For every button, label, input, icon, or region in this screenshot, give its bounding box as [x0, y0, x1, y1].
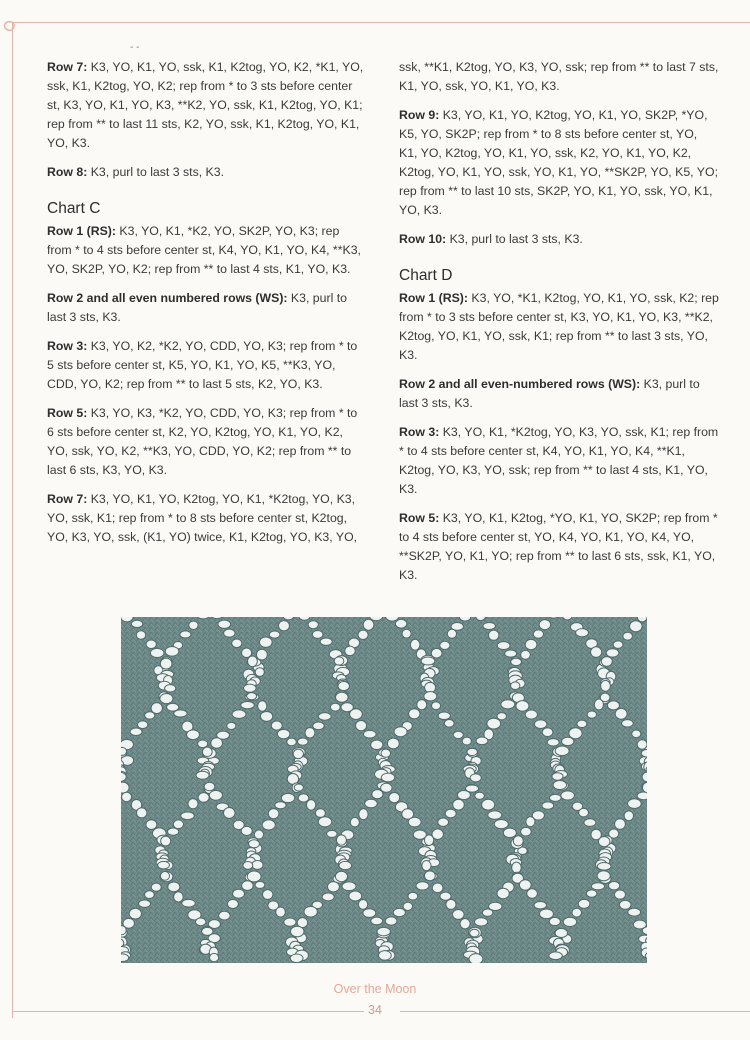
eyelet-hole — [624, 811, 633, 821]
eyelet-hole — [403, 902, 412, 910]
eyelet-hole — [136, 808, 146, 818]
eyelet-hole — [174, 892, 184, 902]
eyelet-hole — [607, 701, 619, 710]
eyelet-hole — [196, 771, 209, 779]
eyelet-hole — [377, 927, 390, 935]
eyelet-hole — [121, 926, 126, 935]
eyelet-hole — [525, 639, 537, 649]
eyelet-hole — [503, 828, 516, 837]
eyelet-hole — [453, 731, 463, 738]
eyelet-hole — [578, 899, 590, 908]
eyelet-hole — [305, 728, 315, 738]
chart-c-row-1: Row 1 (RS): K3, YO, K1, *K2, YO, SK2P, YO, K3; rep from * to 4 sts before center st, K4, YO, K1, YO, K4, **K3, YO, SK2P, YO, K2; rep from ** to last 4 sts, K1, YO, K3. — [47, 224, 361, 276]
eyelet-hole — [497, 888, 509, 899]
eyelet-hole — [281, 793, 294, 802]
eyelet-hole — [511, 658, 522, 665]
page-number: 34 — [368, 1003, 382, 1017]
eyelet-hole — [613, 641, 623, 649]
eyelet-hole — [591, 883, 604, 890]
eyelet-hole — [619, 900, 631, 909]
eyelet-hole — [476, 737, 488, 745]
eyelet-hole — [304, 906, 317, 917]
eyelet-hole — [470, 774, 481, 782]
chart-d-row-1: Row 1 (RS): K3, YO, *K1, K2tog, YO, K1, YO, ssk, K2; rep from * to 3 sts before center st, K3, YO, K1, YO, K3, **K2, K2tog, YO, K1, YO, ssk, K1; rep from ** to last 3 sts, YO, K3. — [399, 291, 719, 362]
eyelet-hole — [350, 709, 363, 720]
eyelet-hole — [202, 927, 213, 935]
eyelet-hole — [198, 793, 209, 803]
eyelet-hole — [622, 720, 634, 727]
eyelet-hole — [549, 917, 560, 925]
eyelet-hole — [322, 893, 334, 901]
eyelet-hole — [387, 738, 399, 749]
eyelet-hole — [174, 710, 187, 717]
eyelet-hole — [438, 712, 450, 719]
eyelet-hole — [173, 820, 183, 829]
chart-d-row-2: Row 2 and all even-numbered rows (WS): K3, purl to last 3 sts, K3. — [399, 377, 700, 410]
eyelet-hole — [313, 722, 325, 730]
eyelet-hole — [338, 681, 349, 690]
eyelet-hole — [342, 882, 356, 891]
eyelet-hole — [372, 790, 383, 799]
eyelet-hole — [462, 737, 471, 745]
eyelet-hole — [187, 730, 200, 740]
eyelet-hole — [165, 646, 178, 656]
eyelet-hole — [167, 828, 178, 835]
eyelet-hole — [293, 749, 303, 759]
eyelet-hole — [121, 782, 129, 793]
chart-c-row-5: Row 5: K3, YO, K3, *K2, YO, CDD, YO, K3; rep from * to 6 sts before center st, K2, YO, K2tog, YO, K1, YO, K2, YO, ssk, YO, K2, **K3, YO, CDD, YO, K2; rep from ** to last 6 sts, K3, YO, K3. — [47, 406, 358, 477]
eyelet-hole — [459, 617, 470, 621]
eyelet-hole — [284, 918, 296, 926]
eyelet-hole — [444, 719, 454, 727]
eyelet-hole — [188, 799, 198, 809]
chart-d-row-3: Row 3: K3, YO, K1, *K2tog, YO, K3, YO, ssk, K1; rep from * to 4 sts before center st, K4, YO, K1, YO, K4, **K1, K2tog, YO, K3, YO, ssk; rep from ** to last 4 sts, K1, YO, K3. — [399, 425, 719, 496]
eyelet-hole — [488, 811, 502, 819]
eyelet-hole — [526, 817, 535, 827]
eyelet-hole — [432, 883, 443, 893]
eyelet-hole — [409, 709, 420, 719]
left-column — [47, 58, 367, 557]
eyelet-hole — [513, 836, 523, 846]
eyelet-hole — [424, 692, 437, 701]
eyelet-hole — [345, 646, 356, 655]
eyelet-hole — [260, 711, 272, 721]
eyelet-hole — [327, 830, 337, 837]
eyelet-hole — [315, 809, 325, 818]
eyelet-hole — [381, 783, 392, 792]
eyelet-hole — [290, 954, 303, 963]
eyelet-hole — [467, 748, 477, 755]
eyelet-hole — [519, 880, 531, 890]
eyelet-hole — [521, 650, 531, 659]
eyelet-hole — [601, 680, 611, 691]
eyelet-hole — [475, 792, 485, 799]
chart-c-row-10: Row 10: K3, purl to last 3 sts, K3. — [399, 232, 583, 246]
eyelet-hole — [232, 710, 246, 718]
eyelet-hole — [552, 773, 563, 780]
eyelet-hole — [440, 892, 451, 900]
eyelet-hole — [202, 747, 212, 756]
eyelet-hole — [470, 929, 479, 937]
eyelet-hole — [598, 837, 609, 847]
eyelet-hole — [255, 668, 264, 677]
eyelet-hole — [597, 863, 611, 871]
eyelet-hole — [151, 883, 161, 891]
eyelet-hole — [553, 781, 566, 790]
eyelet-hole — [198, 740, 208, 748]
eyelet-hole — [227, 899, 238, 908]
footer-rule-right — [400, 1011, 750, 1012]
eyelet-hole — [540, 909, 554, 919]
eyelet-hole — [330, 703, 340, 711]
eyelet-hole — [165, 685, 176, 692]
eyelet-hole — [249, 840, 260, 848]
eyelet-hole — [527, 889, 538, 898]
eyelet-hole — [358, 630, 368, 639]
eyelet-hole — [258, 701, 267, 711]
eyelet-hole — [584, 819, 596, 827]
eyelet-hole — [158, 861, 170, 868]
eyelet-hole — [497, 713, 506, 720]
eyelet-hole — [577, 720, 587, 727]
eyelet-hole — [248, 656, 258, 667]
eyelet-hole — [224, 629, 235, 637]
eyelet-hole — [349, 891, 362, 901]
eyelet-hole — [268, 809, 279, 819]
eyelet-hole — [453, 799, 465, 810]
eyelet-hole — [483, 622, 496, 629]
chart-c-heading: Chart C — [47, 200, 101, 217]
eyelet-hole — [562, 737, 574, 745]
eyelet-hole — [381, 749, 391, 757]
eyelet-hole — [168, 882, 180, 892]
eyelet-hole — [219, 911, 231, 920]
eyelet-hole — [223, 808, 235, 819]
eyelet-hole — [298, 738, 309, 745]
eyelet-hole — [136, 631, 145, 640]
row-7-instructions: Row 7: K3, YO, K1, YO, ssk, K1, K2tog, YO, K2, *K1, YO, ssk, K1, K2tog, YO, K2; rep from * to 3 sts before center st, K3, YO, K1, YO, K3, **K2, YO, ssk, K1, K2tog, YO, K1; rep from ** to last 11 sts, K2, YO, ssk, K1, K2tog, YO, K1, YO, K3. — [47, 60, 364, 150]
eyelet-hole — [299, 617, 310, 620]
eyelet-hole — [534, 902, 547, 909]
eyelet-hole — [488, 630, 498, 640]
eyelet-hole — [189, 621, 198, 629]
eyelet-hole — [211, 738, 223, 749]
eyelet-hole — [408, 817, 421, 827]
eyelet-hole — [608, 882, 619, 890]
eyelet-hole — [424, 835, 433, 846]
eyelet-hole — [278, 621, 289, 631]
eyelet-hole — [365, 799, 378, 808]
eyelet-hole — [256, 649, 267, 660]
eyelet-hole — [569, 728, 582, 739]
eyelet-hole — [271, 721, 282, 730]
eyelet-hole — [632, 730, 641, 738]
eyelet-hole — [291, 926, 304, 937]
eyelet-hole — [242, 881, 254, 891]
chart-d-heading: Chart D — [399, 267, 453, 284]
eyelet-hole — [410, 639, 419, 650]
lace-swatch-photo — [121, 617, 647, 963]
eyelet-hole — [243, 861, 253, 869]
eyelet-hole — [241, 701, 255, 708]
eyelet-hole — [539, 620, 551, 630]
eyelet-hole — [210, 953, 219, 961]
eyelet-hole — [446, 899, 456, 909]
eyelet-hole — [138, 721, 148, 729]
eyelet-hole — [204, 782, 215, 790]
eyelet-hole — [555, 746, 569, 756]
eyelet-hole — [432, 702, 441, 710]
eyelet-hole — [145, 712, 155, 719]
eyelet-hole — [145, 891, 155, 899]
eyelet-hole — [339, 861, 352, 869]
eyelet-hole — [241, 826, 252, 835]
eyelet-hole — [555, 928, 568, 937]
eyelet-hole — [336, 835, 346, 845]
eyelet-hole — [182, 899, 195, 907]
eyelet-hole — [180, 631, 191, 638]
eyelet-hole — [363, 619, 374, 630]
eyelet-hole — [606, 649, 619, 657]
eyelet-hole — [287, 738, 297, 746]
eyelet-hole — [497, 642, 510, 650]
eyelet-hole — [614, 890, 625, 899]
eyelet-hole — [129, 908, 141, 919]
eyelet-hole — [482, 909, 493, 916]
eyelet-hole — [586, 890, 596, 897]
eyelet-hole — [150, 648, 164, 657]
eyelet-hole — [122, 792, 132, 802]
eyelet-hole — [416, 882, 429, 890]
eyelet-hole — [130, 728, 142, 736]
eyelet-hole — [318, 817, 331, 827]
eyelet-hole — [460, 918, 470, 928]
eyelet-hole — [218, 620, 231, 628]
eyelet-hole — [146, 820, 157, 830]
chart-c-row-2: Row 2 and all even numbered rows (WS): K3, purl to last 3 sts, K3. — [47, 291, 347, 324]
eyelet-hole — [547, 739, 559, 746]
eyelet-hole — [276, 907, 286, 917]
eyelet-hole — [591, 647, 602, 658]
eyelet-hole — [476, 617, 486, 621]
eyelet-hole — [262, 890, 272, 900]
eyelet-hole — [269, 631, 280, 638]
eyelet-hole — [641, 749, 647, 757]
eyelet-hole — [550, 794, 562, 801]
eyelet-hole — [623, 632, 632, 640]
eyelet-hole — [389, 792, 400, 802]
eyelet-hole — [424, 871, 435, 881]
eyelet-hole — [336, 692, 348, 702]
eyelet-hole — [615, 819, 626, 830]
eyelet-hole — [482, 799, 495, 810]
eyelet-hole — [534, 720, 547, 729]
eyelet-hole — [561, 791, 575, 800]
eyelet-hole — [381, 773, 394, 782]
eyelet-hole — [445, 809, 456, 817]
eyelet-hole — [452, 909, 464, 919]
eyelet-hole — [371, 917, 383, 925]
eyelet-hole — [402, 629, 411, 638]
eyelet-hole — [628, 908, 641, 916]
eyelet-hole — [252, 861, 263, 870]
eyelet-hole — [318, 713, 331, 721]
eyelet-hole — [255, 881, 265, 888]
eyelet-hole — [601, 657, 612, 667]
eyelet-hole — [320, 638, 332, 645]
eyelet-hole — [600, 693, 610, 702]
eyelet-hole — [247, 871, 261, 882]
row-8-instructions: Row 8: K3, purl to last 3 sts, K3. — [47, 165, 225, 179]
eyelet-hole — [395, 619, 406, 628]
eyelet-hole — [161, 836, 171, 846]
eyelet-hole — [350, 818, 359, 827]
eyelet-hole — [139, 900, 151, 907]
eyelet-hole — [121, 747, 127, 755]
eyelet-hole — [233, 889, 245, 898]
eyelet-hole — [642, 772, 647, 782]
eyelet-hole — [379, 951, 392, 961]
eyelet-hole — [533, 630, 543, 638]
eyelet-hole — [358, 899, 367, 909]
eyelet-hole — [334, 657, 344, 665]
eyelet-hole — [247, 693, 257, 700]
eyelet-hole — [356, 720, 367, 730]
eyelet-hole — [501, 700, 515, 709]
eyelet-hole — [521, 827, 532, 836]
chart-c-row-7: Row 7: K3, YO, K1, YO, K2tog, YO, K1, *K2tog, YO, K3, YO, ssk, K1; rep from * to 8 sts before center st, K2tog, YO, K3, YO, ssk, (K1, YO) twice, K1, K2tog, YO, K3, YO, — [47, 492, 358, 544]
eyelet-hole — [146, 640, 156, 648]
eyelet-hole — [438, 818, 449, 826]
eyelet-hole — [630, 621, 643, 632]
eyelet-hole — [408, 892, 418, 900]
eyelet-hole — [511, 682, 520, 690]
chart-c-row-9: Row 9: K3, YO, K1, YO, K2tog, YO, K1, YO, SK2P, *YO, K5, YO, SK2P; rep from * to 8 sts before center st, YO, K1, YO, K2tog, YO, K1, YO, ssk, K2, YO, K1, YO, K2, K2tog, YO, K1, YO, ssk, YO, K1, YO, **SK2P, YO, K5, YO; rep from ** to last 10 sts, SK2P, YO, K1, YO, ssk, YO, K1, YO, K3. — [399, 108, 718, 217]
eyelet-hole — [394, 727, 407, 737]
eyelet-hole — [615, 708, 627, 719]
lace-pattern-image — [121, 617, 647, 963]
eyelet-hole — [209, 790, 222, 800]
eyelet-hole — [371, 740, 383, 749]
eyelet-hole — [298, 794, 309, 802]
eyelet-hole — [227, 722, 236, 729]
eyelet-hole — [275, 802, 286, 809]
book-title-footer: Over the Moon — [333, 982, 417, 996]
eyelet-hole — [121, 954, 129, 962]
eyelet-hole — [487, 718, 501, 729]
eyelet-hole — [417, 700, 427, 710]
eyelet-hole — [262, 820, 275, 830]
eyelet-hole — [335, 871, 347, 881]
eyelet-hole — [505, 650, 517, 657]
eyelet-hole — [327, 882, 339, 892]
eyelet-hole — [294, 784, 303, 791]
eyelet-hole — [512, 862, 522, 873]
eyelet-hole — [312, 630, 323, 638]
eyelet-hole — [131, 620, 142, 627]
eyelet-hole — [363, 730, 376, 738]
eyelet-hole — [359, 809, 368, 820]
eyelet-hole — [542, 728, 553, 737]
eyelet-hole — [576, 629, 589, 637]
eyelet-hole — [549, 952, 562, 960]
eyelet-hole — [469, 954, 483, 963]
eyelet-hole — [440, 641, 450, 649]
eyelet-hole — [525, 710, 537, 719]
eyelet-hole — [494, 820, 508, 829]
eyelet-hole — [475, 918, 488, 926]
eyelet-hole — [572, 908, 582, 917]
right-column — [399, 58, 719, 595]
eyelet-hole — [421, 657, 435, 665]
eyelet-hole — [579, 808, 589, 816]
eyelet-hole — [160, 658, 172, 669]
eyelet-hole — [160, 872, 169, 881]
eyelet-hole — [516, 701, 529, 711]
eyelet-hole — [393, 908, 405, 916]
eyelet-hole — [637, 792, 647, 800]
eyelet-hole — [160, 694, 173, 704]
eyelet-hole — [385, 917, 397, 925]
chart-d-row-5: Row 5: K3, YO, K1, K2tog, *YO, K1, YO, SK2P; rep from * to 4 sts before center st, YO, K4, YO, K1, YO, K4, YO, **SK2P, YO, K1, YO; rep from ** to last 6 sts, ssk, K1, YO, K3. — [399, 511, 718, 582]
eyelet-hole — [306, 800, 315, 811]
eyelet-hole — [181, 812, 195, 820]
stray-mark: - - — [130, 42, 140, 53]
eyelet-hole — [628, 799, 642, 809]
eyelet-hole — [422, 861, 431, 871]
chart-c-row-3: Row 3: K3, YO, K2, *K2, YO, CDD, YO, K3; rep from * to 5 sts before center st, K5, YO, K1, YO, K5, **K3, YO, CDD, YO, K2; rep from ** to last 5 sts, K2, YO, K3. — [47, 339, 358, 391]
eyelet-hole — [232, 639, 242, 648]
chart-c-row-7-continued: ssk, **K1, K2tog, YO, K3, YO, ssk; rep from ** to last 7 sts, K1, YO, ssk, YO, K1, YO, K3. — [399, 60, 719, 93]
corner-flourish-icon — [0, 14, 22, 44]
eyelet-hole — [466, 785, 479, 792]
eyelet-hole — [447, 629, 456, 638]
eyelet-hole — [259, 637, 272, 647]
eyelet-hole — [363, 909, 376, 918]
eyelet-hole — [597, 871, 610, 881]
eyelet-hole — [587, 711, 596, 718]
left-border-line — [12, 22, 13, 1018]
top-border-line — [12, 22, 750, 23]
eyelet-hole — [277, 729, 290, 738]
eyelet-hole — [244, 684, 257, 692]
eyelet-hole — [542, 802, 554, 809]
eyelet-hole — [308, 621, 318, 629]
eyelet-hole — [563, 917, 576, 926]
eyelet-hole — [195, 918, 205, 926]
